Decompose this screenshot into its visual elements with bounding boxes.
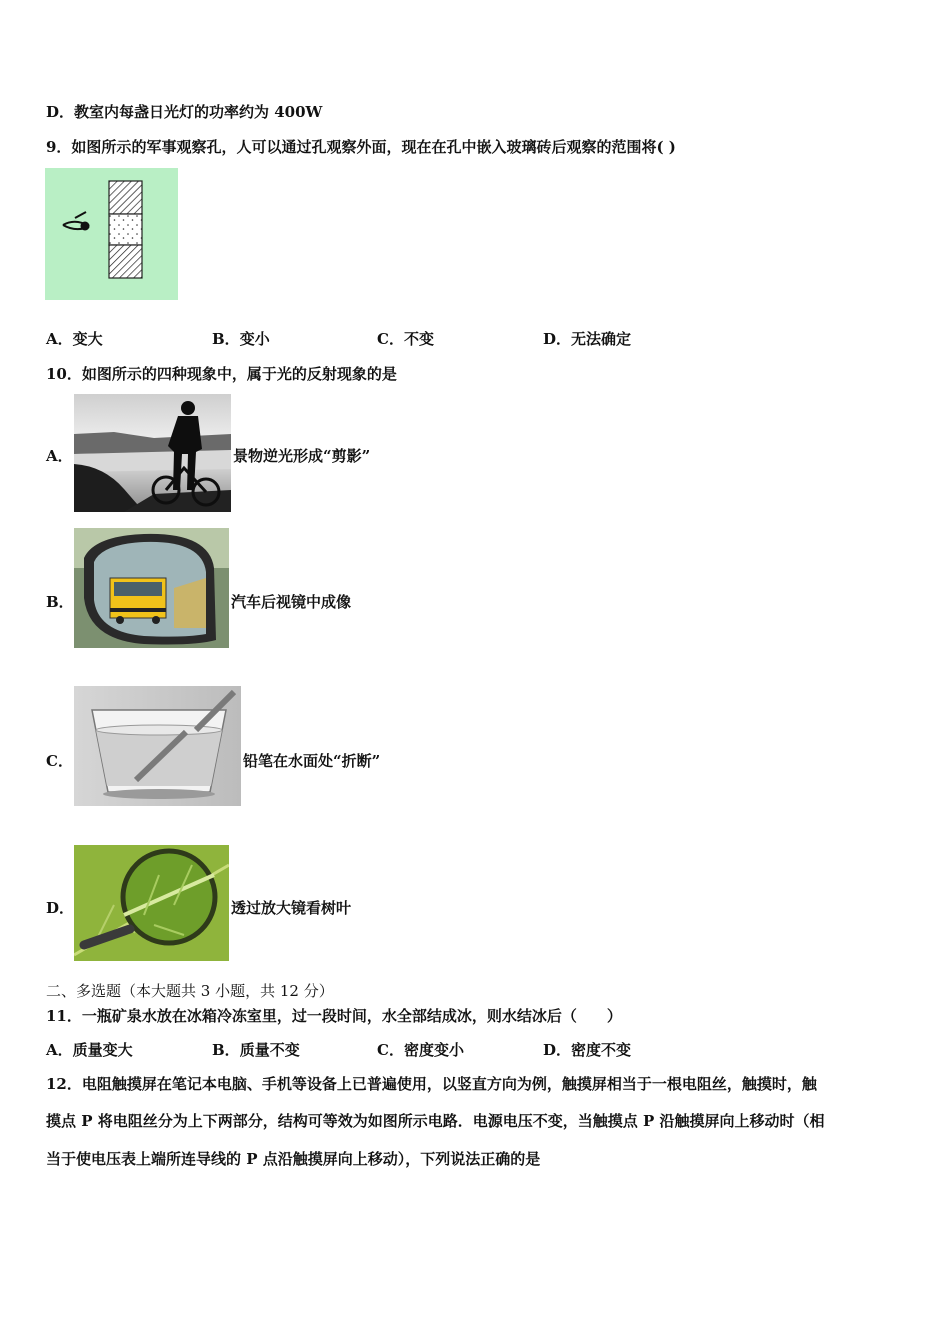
- q11-option-b[interactable]: [212, 1040, 300, 1060]
- pencil-water-photo: [74, 686, 241, 806]
- q10-option-d-text: 透过放大镜看树叶: [231, 899, 352, 917]
- q12-line-1: 12．电阻触摸屏在笔记本电脑、手机等设备上已普遍使用，以竖直方向为例，触摸屏相当于一根电阻丝，触摸时，触: [46, 1075, 817, 1093]
- wall-lower: [109, 245, 142, 278]
- q10-option-a-letter[interactable]: A．: [46, 447, 73, 465]
- glass-brick: [109, 214, 142, 245]
- option-letter: A．: [46, 330, 73, 348]
- q8-option-d: [46, 102, 322, 122]
- option-letter: C．: [377, 1041, 404, 1059]
- q10-option-b-letter[interactable]: B．: [46, 593, 74, 611]
- q9-stem: 9．如图所示的军事观察孔，人可以通过孔观察外面，现在在孔中嵌入玻璃砖后观察的范围将( ): [46, 138, 676, 156]
- option-text: 质量变大: [72, 1041, 133, 1059]
- q10-option-d-letter[interactable]: D．: [46, 899, 75, 917]
- magnifier-leaf-photo: [74, 845, 229, 961]
- eye-icon: [63, 212, 90, 231]
- q10-option-a-text: 景物逆光形成“剪影”: [233, 447, 371, 465]
- option-letter: B．: [212, 330, 240, 348]
- option-text: 变小: [239, 330, 270, 348]
- q9-option-c[interactable]: [377, 329, 434, 349]
- option-text: 无法确定: [571, 330, 632, 348]
- q11-stem: 11．一瓶矿泉水放在冰箱冷冻室里，过一段时间，水全部结成冰，则水结冰后（ ）: [46, 1007, 622, 1025]
- option-text: 不变: [403, 330, 434, 348]
- option-letter: D．: [543, 1041, 572, 1059]
- q10-stem: 10．如图所示的四种现象中，属于光的反射现象的是: [46, 365, 397, 383]
- option-text: 变大: [72, 330, 103, 348]
- q10-option-b-text: 汽车后视镜中成像: [231, 593, 352, 611]
- observation-hole-diagram: [45, 168, 178, 300]
- option-text: 教室内每盏日光灯的功率约为 400W: [74, 103, 323, 121]
- option-letter: A．: [46, 1041, 73, 1059]
- q9-option-a[interactable]: [46, 329, 103, 349]
- option-letter: D．: [543, 330, 572, 348]
- q11-option-a[interactable]: [46, 1040, 133, 1060]
- q11-option-d[interactable]: [543, 1040, 631, 1060]
- q9-option-b[interactable]: [212, 329, 270, 349]
- q10-option-c-text: 铅笔在水面处“折断”: [243, 752, 381, 770]
- option-text: 密度变小: [403, 1041, 464, 1059]
- q11-option-c[interactable]: [377, 1040, 464, 1060]
- option-letter: C．: [377, 330, 404, 348]
- section-title: 二、多选题（本大题共 3 小题，共 12 分）: [46, 982, 334, 1000]
- option-text: 密度不变: [571, 1041, 632, 1059]
- q10-option-c-letter[interactable]: C．: [46, 752, 73, 770]
- option-letter: B．: [212, 1041, 240, 1059]
- q9-option-d[interactable]: [543, 329, 631, 349]
- wall-upper: [109, 181, 142, 214]
- rearview-mirror-photo: [74, 528, 229, 648]
- observation-hole-figure: [45, 168, 178, 300]
- q12-line-2: 摸点 P 将电阻丝分为上下两部分，结构可等效为如图所示电路．电源电压不变，当触摸点 P 沿触摸屏向上移动时（相: [46, 1112, 825, 1130]
- option-letter: D．: [46, 103, 75, 121]
- q12-line-3: 当于使电压表上端所连导线的 P 点沿触摸屏向上移动），下列说法正确的是: [46, 1150, 541, 1168]
- silhouette-photo: [74, 394, 231, 512]
- option-text: 质量不变: [239, 1041, 300, 1059]
